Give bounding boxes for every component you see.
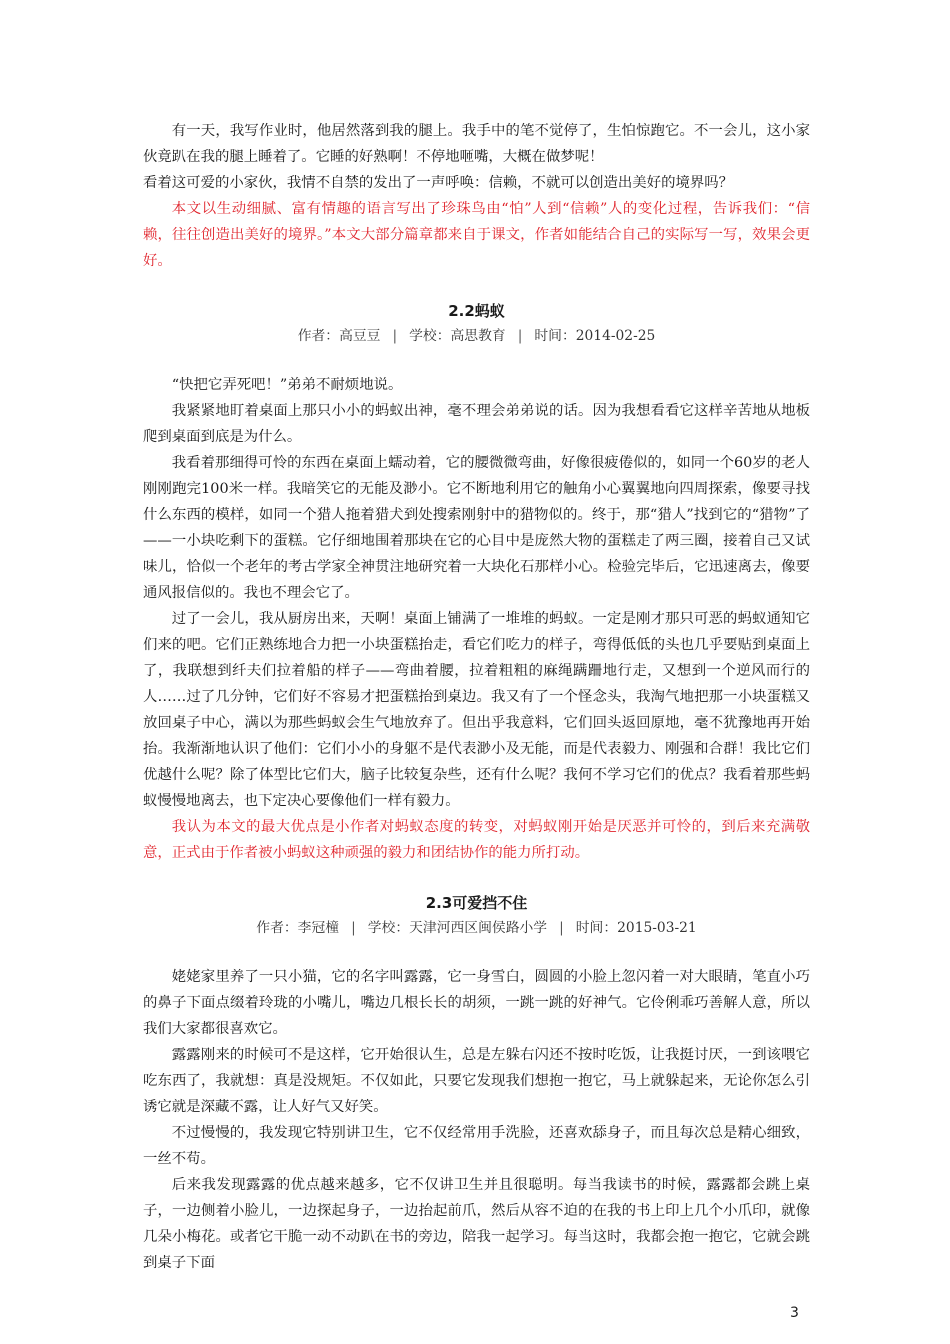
paragraph: 看着这可爱的小家伙，我情不自禁的发出了一声呼唤：信赖，不就可以创造出美好的境界吗？ bbox=[143, 175, 734, 191]
article-meta bbox=[143, 324, 810, 348]
paragraph: 后来我发现露露的优点越来越多，它不仅讲卫生并且很聪明。每当我读书的时候，露露都会跳上桌子，一边侧着小脸儿，一边探起身子，一边抬起前爪，然后从容不迫的在我的书上印上几个小爪印，就像几朵小梅花。或者它干脆一动不动趴在书的旁边，陪我一起学习。每当这时，我都会抱一抱它，它就会跳到桌子下面 bbox=[143, 1177, 810, 1271]
separator: | bbox=[559, 920, 564, 936]
paragraph: 露露刚来的时候可不是这样，它开始很认生，总是左躲右闪还不按时吃饭，让我挺讨厌，一到该喂它吃东西了，我就想：真是没规矩。不仅如此，只要它发现我们想抱一抱它，马上就躲起来，无论你怎么引诱它就是深藏不露，让人好气又好笑。 bbox=[143, 1047, 810, 1115]
paragraph: “快把它弄死吧！”弟弟不耐烦地说。 bbox=[171, 377, 403, 393]
author: 作者：李冠橦 bbox=[256, 920, 340, 936]
page-number: 3 bbox=[790, 1305, 799, 1321]
school: 学校：天津河西区闽侯路小学 bbox=[367, 920, 548, 936]
teacher-comment: 本文以生动细腻、富有情趣的语言写出了珍珠鸟由“怕”人到“信赖”人的变化过程，告诉我们：“信赖，往往创造出美好的境界。”本文大部分篇章都来自于课文，作者如能结合自己的实际写一写，效果会更好。 bbox=[143, 201, 810, 269]
date: 时间：2014-02-25 bbox=[534, 328, 656, 344]
school: 学校：高思教育 bbox=[409, 328, 506, 344]
paragraph: 有一天，我写作业时，他居然落到我的腿上。我手中的笔不觉停了，生怕惊跑它。不一会儿，这小家伙竟趴在我的腿上睡着了。它睡的好熟啊！不停地咂嘴，大概在做梦呢！ bbox=[143, 123, 810, 165]
paragraph: 过了一会儿，我从厨房出来，天啊！桌面上铺满了一堆堆的蚂蚁。一定是刚才那只可恶的蚂蚁通知它们来的吧。它们正熟练地合力把一小块蛋糕抬走，看它们吃力的样子，弯得低低的头也几乎要贴到桌面上了，我联想到纤夫们拉着船的样子——弯曲着腰，拉着粗粗的麻绳蹒跚地行走，又想到一个逆风而行的人……过了几分钟，它们好不容易才把蛋糕抬到桌边。我又有了一个怪念头，我淘气地把那一小块蛋糕又放回桌子中心，满以为那些蚂蚁会生气地放弃了。但出乎我意料，它们回头返回原地，毫不犹豫地再开始抬。我渐渐地认识了他们：它们小小的身躯不是代表渺小及无能，而是代表毅力、刚强和合群！我比它们优越什么呢？除了体型比它们大，脑子比较复杂些，还有什么呢？我何不学习它们的优点？我看着那些蚂蚁慢慢地离去，也下定决心要像他们一样有毅力。 bbox=[143, 611, 810, 809]
date: 时间：2015-03-21 bbox=[575, 920, 697, 936]
section-title: 2.3可爱挡不住 bbox=[425, 894, 528, 912]
section-title: 2.2蚂蚁 bbox=[448, 302, 505, 320]
paragraph: 我看着那细得可怜的东西在桌面上蠕动着，它的腰微微弯曲，好像很疲倦似的，如同一个60岁的老人刚刚跑完100米一样。我暗笑它的无能及渺小。它不断地利用它的触角小心翼翼地向四周探索，像要寻找什么东西的模样，如同一个猎人拖着猎犬到处搜索刚射中的猎物似的。终于，那“猎人”找到它的“猎物”了——一小块吃剩下的蛋糕。它仔细地围着那块在它的心目中是庞然大物的蛋糕走了两三圈，接着自己又试味儿，恰似一个老年的考古学家全神贯注地研究着一大块化石那样小心。检验完毕后，它迅速离去，像要通风报信似的。我也不理会它了。 bbox=[143, 455, 810, 601]
author: 作者：高豆豆 bbox=[297, 328, 381, 344]
article-meta bbox=[143, 916, 810, 940]
paragraph: 姥姥家里养了一只小猫，它的名字叫露露，它一身雪白，圆圆的小脸上忽闪着一对大眼睛，笔直小巧的鼻子下面点缀着玲珑的小嘴儿，嘴边几根长长的胡须，一跳一跳的好神气。它伶俐乖巧善解人意，所以我们大家都很喜欢它。 bbox=[143, 969, 810, 1037]
paragraph: 不过慢慢的，我发现它特别讲卫生，它不仅经常用手洗脸，还喜欢舔身子，而且每次总是精心细致，一丝不苟。 bbox=[143, 1125, 810, 1167]
document-page bbox=[143, 118, 810, 1276]
separator: | bbox=[351, 920, 356, 936]
separator: | bbox=[392, 328, 398, 344]
paragraph: 我紧紧地盯着桌面上那只小小的蚂蚁出神，毫不理会弟弟说的话。因为我想看看它这样辛苦地从地板爬到桌面到底是为什么。 bbox=[143, 403, 810, 445]
separator: | bbox=[517, 328, 523, 344]
teacher-comment: 我认为本文的最大优点是小作者对蚂蚁态度的转变，对蚂蚁刚开始是厌恶并可怜的，到后来充满敬意，正式由于作者被小蚂蚁这种顽强的毅力和团结协作的能力所打动。 bbox=[143, 819, 810, 861]
